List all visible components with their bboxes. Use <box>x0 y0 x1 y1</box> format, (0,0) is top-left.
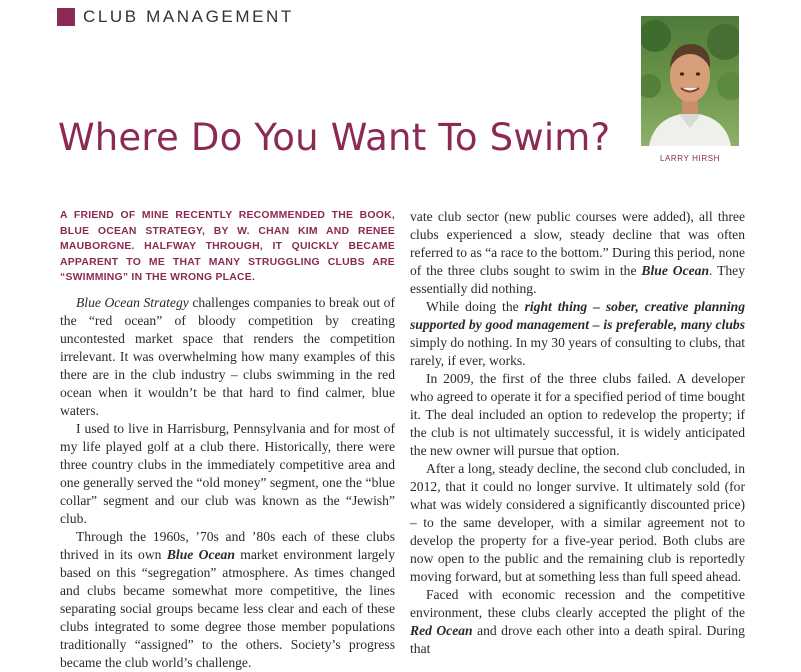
emphasis-text: Red Ocean <box>410 623 473 638</box>
article-column-right <box>410 208 745 658</box>
body-paragraph: I used to live in Harrisburg, Pennsylvania and for most of my life played golf at a club there. Historically, there were three country clubs in the immediately competitive area and one generally served the “old money” segment, one the “blue collar” segment and our club was known as the “Jewish” club. <box>60 420 395 526</box>
paragraph-text: market environment largely based on this “segregation” atmosphere. As times changed and clubs became somewhat more competitive, the lines separating social groups became less clear and each of these clubs integrated to some degree those member populations traditionally “assigned” to the others. Society’s progress became the club world’s challenge. <box>60 546 396 670</box>
lead-paragraph: A FRIEND OF MINE RECENTLY RECOMMENDED THE BOOK, BLUE OCEAN STRATEGY, BY W. CHAN KIM AND RENEE MAUBORGNE. HALFWAY THROUGH, IT QUICKLY BECAME APPARENT TO ME THAT MANY STRUGGLING CLUBS ARE “SWIMMING” IN THE WRONG PLACE. <box>60 210 395 284</box>
author-photo <box>641 16 739 146</box>
body-paragraph: After a long, steady decline, the second club concluded, in 2012, that it could no longer survive. It ultimately sold (for what was widely considered a significantly discounted price) – to the same developer, with a similar agreement not to develop the property for a five-year period. Both clubs are now open to the public and the remaining club is reportedly moving forward, but at something less than full speed ahead. <box>410 461 745 584</box>
body-paragraph <box>410 208 745 298</box>
section-marker <box>57 8 75 26</box>
body-paragraph <box>60 294 395 420</box>
article-column-left <box>60 208 395 672</box>
article-headline: Where Do You Want To Swim? <box>58 116 611 159</box>
emphasis-text: Blue Ocean <box>166 546 235 562</box>
emphasis-text: Blue Ocean <box>641 263 710 278</box>
section-label <box>57 6 294 28</box>
paragraph-text: and drove each other into a death spiral. During that <box>410 623 745 656</box>
emphasis-text: right thing – sober, creative planning supported by good management – is preferable, many clubs <box>410 299 745 332</box>
paragraph-text: While doing the <box>426 299 525 314</box>
paragraph-text: challenges companies to break out of the “red ocean” of bloody competition by creating uncontested market space that renders the competition irrelevant. It was overwhelming how many examples of this there are in the club industry – clubs swimming in the red ocean when it wouldn’t be that hard to find calmer, blue waters. <box>60 294 395 418</box>
section-label-text: CLUB MANAGEMENT <box>83 7 294 26</box>
paragraph-text: Through the 1960s, ’70s and ’80s each of these clubs thrived in its own <box>60 528 395 562</box>
paragraph-text: Faced with economic recession and the competitive environment, these clubs clearly accepted the plight of the <box>410 587 745 620</box>
paragraph-text: simply do nothing. In my 30 years of consulting to clubs, that rarely, if ever, works. <box>410 335 745 368</box>
book-title: Blue Ocean Strategy <box>76 294 189 310</box>
body-paragraph: In 2009, the first of the three clubs failed. A developer who agreed to operate it for a specified period of time bought it. The deal included an option to redevelop the property; if the club is not ultimately successful, it is widely anticipated the new owner will pursue that option. <box>410 371 745 458</box>
body-paragraph <box>60 528 395 672</box>
author-caption: LARRY HIRSH <box>659 154 721 163</box>
body-paragraph <box>410 298 745 370</box>
paragraph-text: . They essentially did nothing. <box>410 263 746 296</box>
paragraph-text: vate club sector (new public courses were added), all three clubs experienced a slow, steady decline that was often referred to as “a race to the bottom.” During this period, none of the three clubs sought to swim in the <box>410 209 745 278</box>
body-paragraph <box>410 586 745 658</box>
